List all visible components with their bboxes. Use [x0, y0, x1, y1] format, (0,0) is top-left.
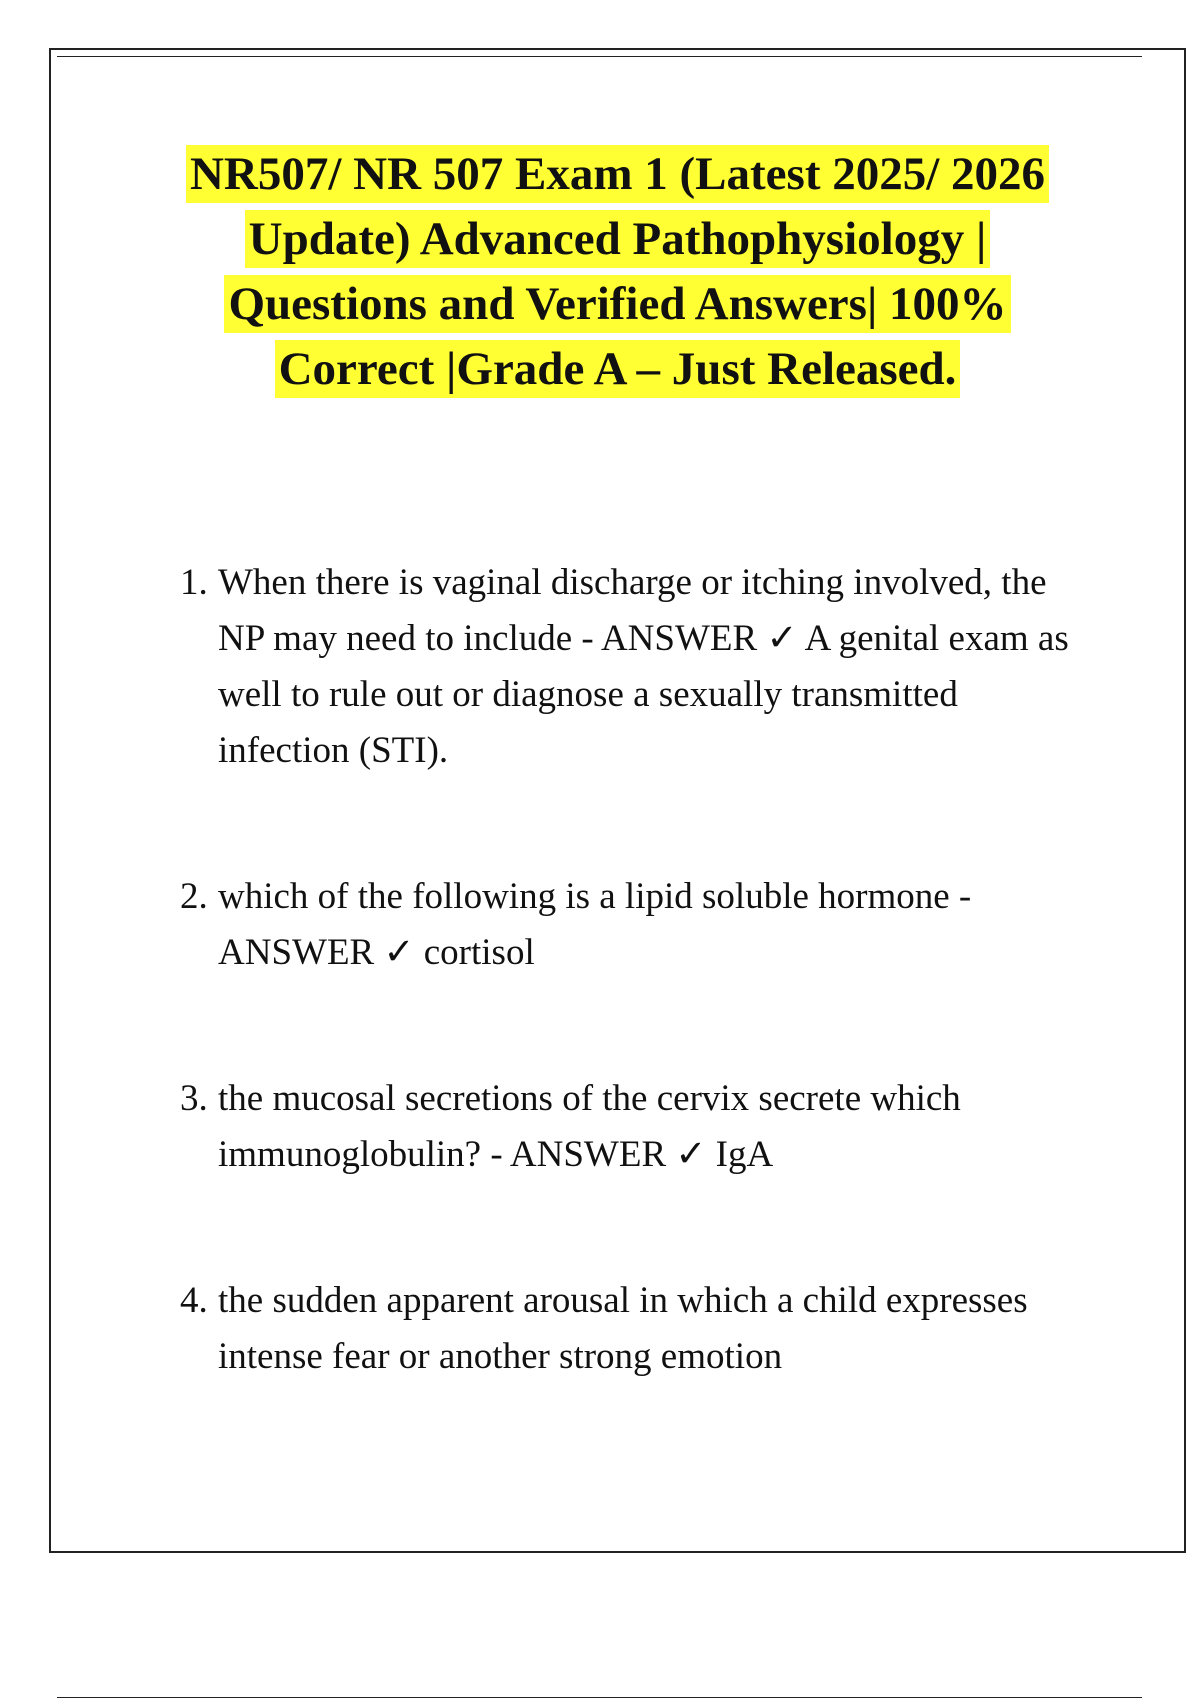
question-number: 3. — [180, 1078, 208, 1119]
question-number: 1. — [180, 562, 208, 603]
question-item — [180, 1273, 1080, 1385]
title-line: Questions and Verified Answers| 100% — [224, 275, 1010, 333]
question-text: which of the following is a lipid soluble hormone - — [218, 876, 972, 917]
question-list — [180, 555, 1080, 1385]
top-rule — [57, 56, 1142, 57]
title-line: Correct |Grade A – Just Released. — [275, 340, 961, 398]
answer-marker: ANSWER — [218, 932, 375, 973]
document-title — [150, 145, 1085, 405]
title-line: Update) Advanced Pathophysiology | — [245, 210, 991, 268]
title-line: NR507/ NR 507 Exam 1 (Latest 2025/ 2026 — [186, 145, 1049, 203]
question-item — [180, 1071, 1080, 1183]
question-item — [180, 555, 1080, 779]
answer-marker: ANSWER — [509, 1134, 667, 1175]
checkmark-icon: ✓ — [766, 618, 798, 659]
checkmark-icon: ✓ — [383, 932, 415, 973]
checkmark-icon: ✓ — [675, 1134, 707, 1175]
answer-marker: ANSWER — [600, 618, 758, 659]
answer-text: A genital exam as well to rule out or diagnose a sexually transmitted infection (STI). — [218, 618, 1069, 771]
bottom-rule — [57, 1697, 1142, 1698]
question-item — [180, 869, 1080, 981]
question-number: 4. — [180, 1280, 208, 1321]
question-text: When there is vaginal discharge or itching involved, the NP may need to include - — [218, 562, 1047, 659]
question-text: the mucosal secretions of the cervix secrete which immunoglobulin? - — [218, 1078, 961, 1175]
question-number: 2. — [180, 876, 208, 917]
answer-text: cortisol — [423, 932, 535, 973]
answer-text: IgA — [715, 1134, 774, 1175]
question-text: the sudden apparent arousal in which a child expresses intense fear or another strong emotion — [218, 1280, 1028, 1377]
